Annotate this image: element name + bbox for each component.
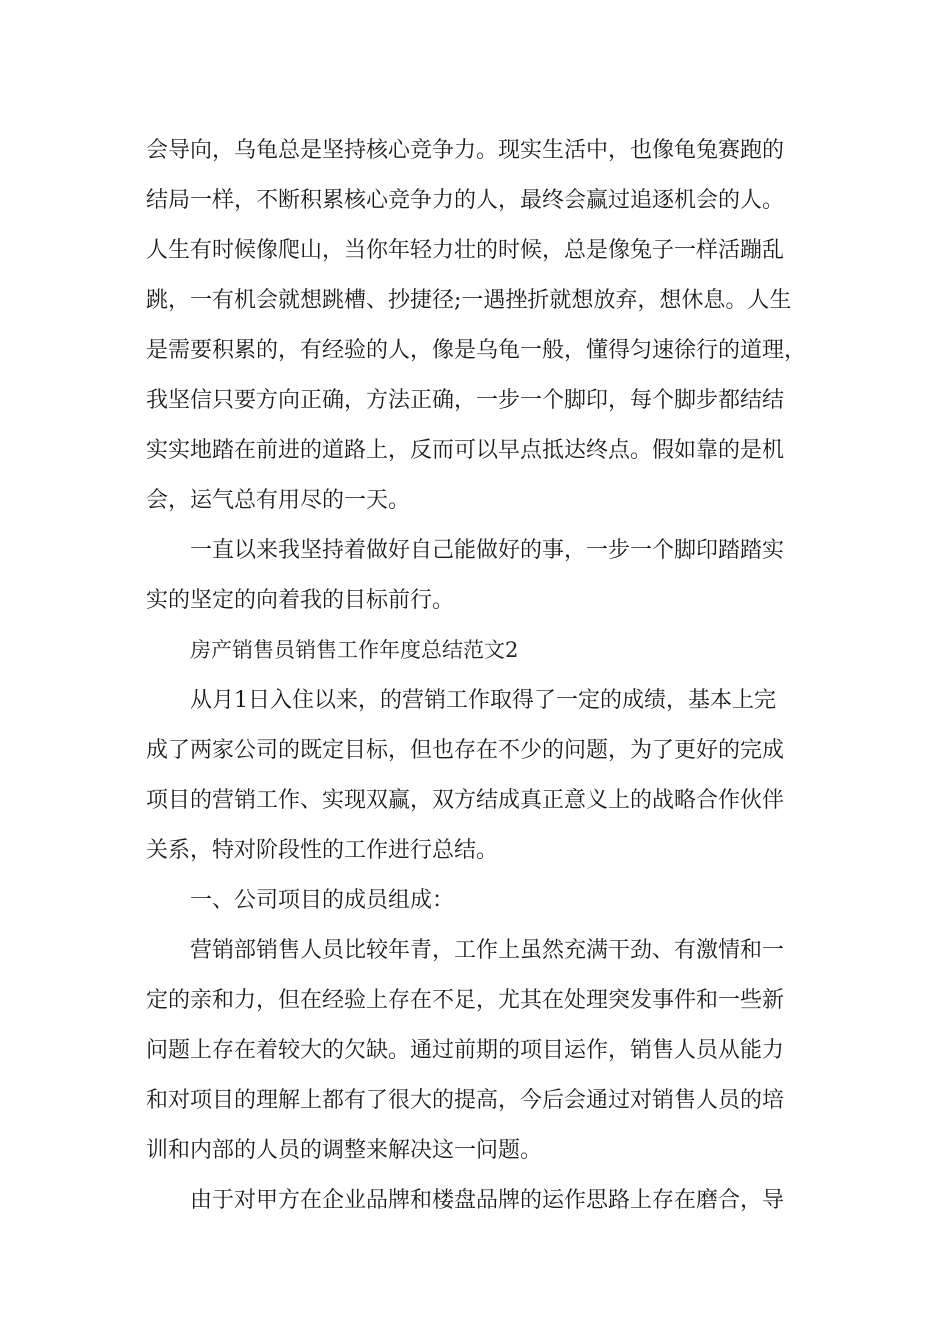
text-line: 成了两家公司的既定目标，但也存在不少的问题，为了更好的完成 [146,738,785,763]
text-line: 结局一样，不断积累核心竞争力的人，最终会赢过追逐机会的人。 [146,188,785,213]
text-line: 我坚信只要方向正确，方法正确，一步一个脚印，每个脚步都结结 [146,388,785,413]
section-heading: 房产销售员销售工作年度总结范文2 [190,638,519,662]
text-line: 实实地踏在前进的道路上，反而可以早点抵达终点。假如靠的是机 [146,438,785,463]
text-line: 会，运气总有用尽的一天。 [146,488,411,513]
paragraph-first-line: 从月1日入住以来，的营销工作取得了一定的成绩，基本上完 [190,688,776,713]
text-line: 是需要积累的，有经验的人，像是乌龟一般，懂得匀速徐行的道理， [146,338,807,363]
text-line: 会导向，乌龟总是坚持核心竞争力。现实生活中，也像龟兔赛跑的 [146,138,785,163]
text-line: 跳，一有机会就想跳槽、抄捷径;一遇挫折就想放弃，想休息。人生 [146,288,792,313]
subsection-heading: 一、公司项目的成员组成： [190,888,455,913]
text-line: 项目的营销工作、实现双赢，双方结成真正意义上的战略合作伙伴 [146,788,785,813]
text-line: 实的坚定的向着我的目标前行。 [146,588,455,613]
paragraph-first-line: 一直以来我坚持着做好自己能做好的事，一步一个脚印踏踏实 [190,538,785,563]
paragraph-first-line: 营销部销售人员比较年青，工作上虽然充满干劲、有激情和一 [190,938,785,963]
text-line: 和对项目的理解上都有了很大的提高，今后会通过对销售人员的培 [146,1088,785,1113]
text-line: 训和内部的人员的调整来解决这一问题。 [146,1138,543,1163]
text-line: 关系，特对阶段性的工作进行总结。 [146,838,499,863]
paragraph-first-line: 由于对甲方在企业品牌和楼盘品牌的运作思路上存在磨合，导 [190,1188,785,1213]
text-line: 定的亲和力，但在经验上存在不足，尤其在处理突发事件和一些新 [146,988,785,1013]
text-line: 问题上存在着较大的欠缺。通过前期的项目运作，销售人员从能力 [146,1038,785,1063]
text-line: 人生有时候像爬山，当你年轻力壮的时候，总是像兔子一样活蹦乱 [146,238,785,263]
